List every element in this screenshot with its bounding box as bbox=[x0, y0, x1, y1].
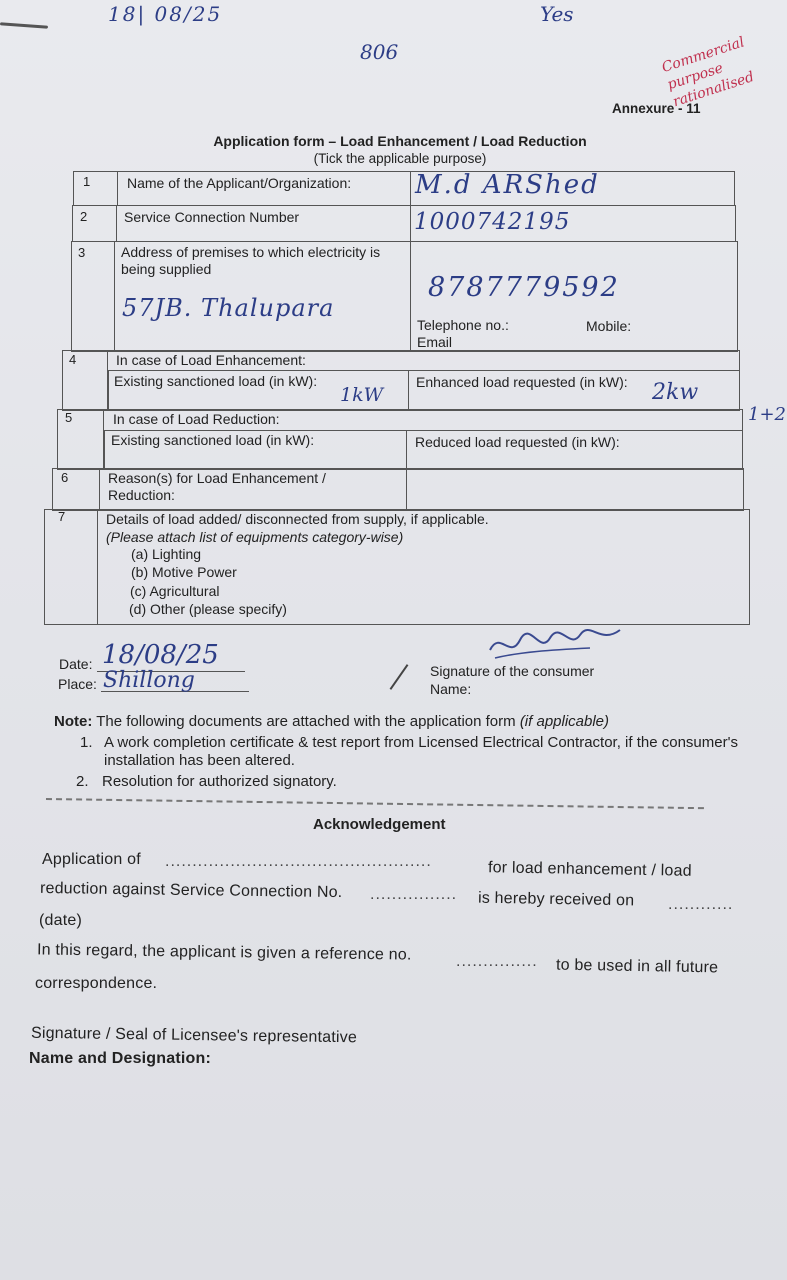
annexure-label: Annexure - 11 bbox=[612, 101, 701, 116]
telephone-label: Telephone no.: bbox=[417, 317, 509, 333]
row7-num-cell bbox=[44, 509, 98, 625]
ack-line4b: to be used in all future bbox=[555, 956, 719, 977]
ack-line3: (date) bbox=[39, 912, 82, 929]
note-text: The following documents are attached with the application form bbox=[96, 713, 516, 730]
note-bold: Note: bbox=[54, 713, 93, 730]
ack-signature: Signature / Seal of Licensee's representative bbox=[30, 1024, 358, 1047]
row2-num: 2 bbox=[80, 209, 88, 224]
row7-label: Details of load added/ disconnected from supply, if applicable. bbox=[106, 511, 489, 527]
row2-num-cell bbox=[72, 205, 117, 242]
ack-line5: correspondence. bbox=[35, 975, 158, 992]
row7-item-a: (a) Lighting bbox=[131, 546, 202, 562]
email-label: Email bbox=[417, 334, 453, 350]
row6-value-cell bbox=[406, 468, 744, 511]
ack-line1a: Application of bbox=[42, 851, 141, 868]
dashed-separator bbox=[46, 798, 704, 809]
row5-label: In case of Load Reduction: bbox=[113, 411, 280, 427]
row5-reduced-label: Reduced load requested (in kW): bbox=[415, 434, 620, 450]
row6-num-cell bbox=[52, 468, 100, 511]
signature-label: Signature of the consumer bbox=[430, 663, 595, 679]
date-label: Date: bbox=[59, 656, 93, 672]
note-line bbox=[54, 713, 609, 730]
row4-num: 4 bbox=[69, 352, 77, 367]
handwritten-service-no: 1000742195 bbox=[414, 209, 571, 235]
ack-line1b: for load enhancement / load bbox=[487, 859, 692, 880]
handwritten-margin-note: 1+2 bbox=[748, 404, 786, 425]
note-item-2-num: 2. bbox=[76, 773, 89, 790]
form-title: Application form – Load Enhancement / Load Reduction bbox=[213, 133, 587, 149]
ack-line2b: is hereby received on bbox=[477, 889, 635, 910]
place-label: Place: bbox=[58, 676, 97, 692]
row6-label: Reason(s) for Load Enhancement / Reduction: bbox=[108, 470, 326, 503]
handwritten-top-date: 18| 08/25 bbox=[108, 2, 223, 26]
note-italic: (if applicable) bbox=[519, 713, 610, 730]
ack-line2a: reduction against Service Connection No. bbox=[39, 879, 343, 902]
row7-item-d: (d) Other (please specify) bbox=[129, 601, 287, 617]
handwritten-existing-load: 1kW bbox=[340, 384, 384, 406]
note-item-1-num: 1. bbox=[80, 734, 93, 751]
handwritten-applicant-name: M.d ARShed bbox=[415, 170, 600, 200]
row7-item-c: (c) Agricultural bbox=[130, 583, 220, 599]
mobile-label: Mobile: bbox=[586, 318, 632, 334]
row7-item-b: (b) Motive Power bbox=[131, 564, 237, 580]
row3-label: Address of premises to which electricity is being supplied bbox=[121, 244, 381, 277]
row1-num-cell bbox=[73, 171, 118, 206]
note-item-2: Resolution for authorized signatory. bbox=[102, 773, 337, 790]
handwritten-number: 806 bbox=[360, 40, 399, 64]
handwritten-enhanced-load: 2kw bbox=[652, 380, 699, 405]
row4-existing-label: Existing sanctioned load (in kW): bbox=[114, 373, 318, 389]
signature-slash bbox=[390, 664, 409, 690]
row1-label: Name of the Applicant/Organization: bbox=[127, 175, 352, 191]
row2-label: Service Connection Number bbox=[124, 209, 300, 225]
name-label: Name: bbox=[430, 681, 472, 697]
row5-num: 5 bbox=[65, 410, 73, 425]
handwritten-date: 18/08/25 bbox=[102, 640, 219, 670]
ack-dots-1: ................................................. bbox=[165, 853, 432, 870]
handwritten-phone: 8787779592 bbox=[428, 272, 620, 303]
row7-num: 7 bbox=[58, 509, 66, 524]
ack-name-designation: Name and Designation: bbox=[29, 1050, 212, 1067]
row6-num: 6 bbox=[61, 470, 69, 485]
ack-title: Acknowledgement bbox=[313, 816, 446, 833]
row7-note: (Please attach list of equipments category-wise) bbox=[106, 529, 404, 545]
row4-label: In case of Load Enhancement: bbox=[116, 352, 306, 368]
row1-num: 1 bbox=[83, 174, 91, 189]
ack-dots-3: ............ bbox=[668, 896, 734, 913]
row4-enhanced-label: Enhanced load requested (in kW): bbox=[416, 374, 628, 390]
note-item-1: A work completion certificate & test report from Licensed Electrical Contractor, if the consumer's installation has been altered. bbox=[104, 734, 738, 769]
handwritten-red-note: Commercial purpose rationalised bbox=[659, 34, 757, 111]
form-subtitle: (Tick the applicable purpose) bbox=[313, 151, 487, 166]
row5-existing-label: Existing sanctioned load (in kW): bbox=[111, 432, 315, 448]
handwritten-place: Shillong bbox=[103, 668, 195, 693]
ack-dots-4: ............... bbox=[456, 953, 538, 970]
handwritten-address: 57JB. Thalupara bbox=[122, 294, 335, 322]
pen-mark bbox=[0, 22, 48, 28]
row3-num: 3 bbox=[78, 245, 86, 260]
handwritten-yes: Yes bbox=[540, 2, 574, 26]
ack-dots-2: ................ bbox=[370, 886, 458, 903]
ack-line4a: In this regard, the applicant is given a reference no. bbox=[36, 941, 412, 964]
